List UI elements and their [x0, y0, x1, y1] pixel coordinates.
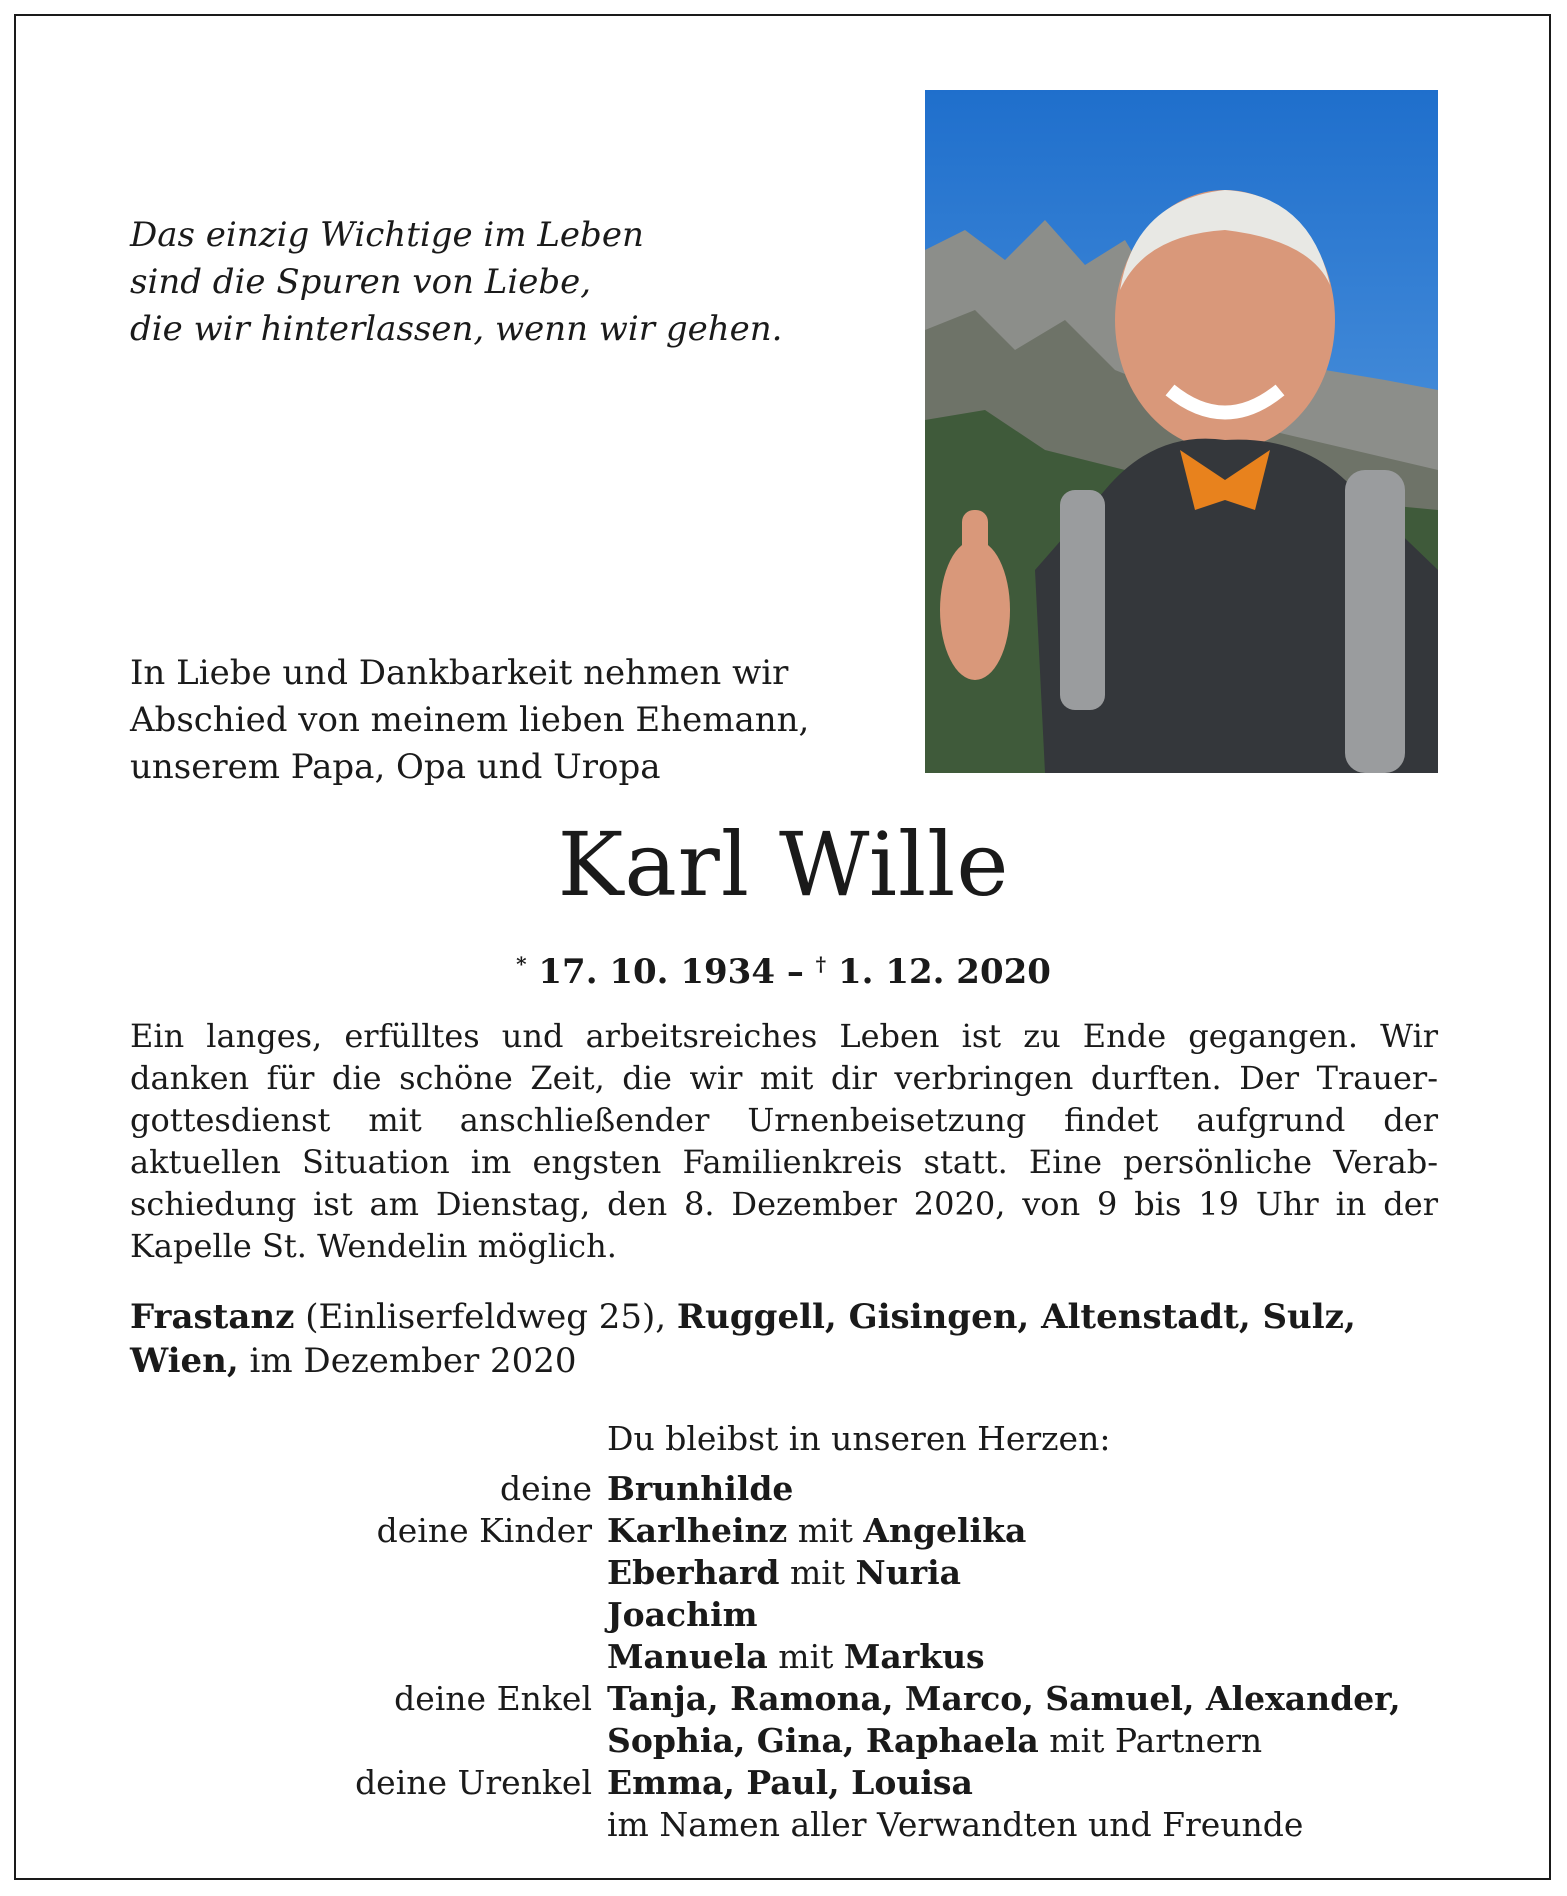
intro-line: In Liebe und Dankbarkeit nehmen wir — [130, 653, 789, 693]
family-name: Emma, Paul, Louisa — [607, 1763, 973, 1802]
body-line: Kapelle St. Wendelin möglich. — [130, 1227, 617, 1265]
family-row — [0, 1468, 1567, 1510]
place-others: Ruggell, Gisingen, Altenstadt, Sulz, — [676, 1297, 1356, 1337]
family-name: Karlheinz — [607, 1511, 788, 1550]
birth-mark: * — [516, 952, 527, 976]
portrait-photo — [925, 90, 1438, 773]
family-name: Eberhard — [607, 1553, 780, 1592]
intro-line: Abschied von meinem lieben Ehemann, — [130, 700, 810, 740]
family-label: deine — [500, 1469, 592, 1508]
closing-line: im Namen aller Verwandten und Freunde — [607, 1805, 1304, 1844]
place-address: (Einliserfeldweg 25), — [294, 1297, 677, 1337]
motto-line: sind die Spuren von Liebe, — [130, 262, 592, 302]
body-line: schiedung ist am Dienstag, den 8. Dezember 2020, von 9 bis 19 Uhr in der — [130, 1185, 1438, 1223]
family-list — [0, 1468, 1567, 1846]
body-line: danken für die schöne Zeit, die wir mit dir verbringen durften. Der Trauer- — [130, 1059, 1438, 1097]
place-date: im Dezember 2020 — [238, 1341, 577, 1381]
family-name: Sophia, Gina, Raphaela — [607, 1721, 1039, 1760]
family-label: deine Enkel — [394, 1679, 592, 1718]
death-date: 1. 12. 2020 — [837, 952, 1051, 992]
birth-date: 17. 10. 1934 — [538, 952, 775, 992]
motto-quote — [130, 212, 782, 353]
body-line: Ein langes, erfülltes und arbeitsreiches Leben ist zu Ende gegangen. Wir — [130, 1017, 1438, 1055]
deceased-name: Karl Wille — [557, 813, 1010, 916]
place-frastanz: Frastanz — [130, 1297, 295, 1337]
family-name: Nuria — [855, 1553, 962, 1592]
body-line: gottesdienst mit anschließender Urnenbeisetzung findet aufgrund der — [130, 1101, 1438, 1139]
family-name: Angelika — [863, 1511, 1027, 1550]
family-row — [0, 1678, 1567, 1720]
portrait-photo-icon — [925, 90, 1438, 773]
family-row — [0, 1636, 1567, 1678]
family-row — [0, 1594, 1567, 1636]
place-wien: Wien, — [130, 1341, 239, 1381]
life-dates — [0, 940, 1567, 996]
motto-line: Das einzig Wichtige im Leben — [130, 215, 644, 255]
date-separator: – — [786, 952, 804, 992]
family-name: Brunhilde — [607, 1469, 794, 1508]
family-connector: mit — [767, 1637, 844, 1676]
intro-text — [130, 650, 809, 791]
family-name: Tanja, Ramona, Marco, Samuel, Alexander, — [607, 1679, 1401, 1718]
family-row — [0, 1804, 1567, 1846]
family-connector: mit Partnern — [1038, 1721, 1263, 1760]
body-line: aktuellen Situation im engsten Familienkreis statt. Eine persönliche Verab- — [130, 1143, 1438, 1181]
family-connector: mit — [779, 1553, 856, 1592]
death-mark: † — [815, 952, 827, 976]
heart-line: Du bleibst in unseren Herzen: — [607, 1419, 1111, 1458]
family-row — [0, 1762, 1567, 1804]
obituary-text — [130, 1015, 1438, 1267]
family-name: Joachim — [607, 1595, 758, 1634]
family-label: deine Urenkel — [355, 1763, 592, 1802]
motto-line: die wir hinterlassen, wenn wir gehen. — [130, 309, 783, 349]
family-row — [0, 1552, 1567, 1594]
family-name: Markus — [843, 1637, 985, 1676]
family-row — [0, 1510, 1567, 1552]
family-label: deine Kinder — [376, 1511, 592, 1550]
family-row — [0, 1720, 1567, 1762]
family-name: Manuela — [607, 1637, 768, 1676]
intro-line: unserem Papa, Opa und Uropa — [130, 747, 661, 787]
places-line — [130, 1295, 1356, 1383]
family-connector: mit — [787, 1511, 864, 1550]
